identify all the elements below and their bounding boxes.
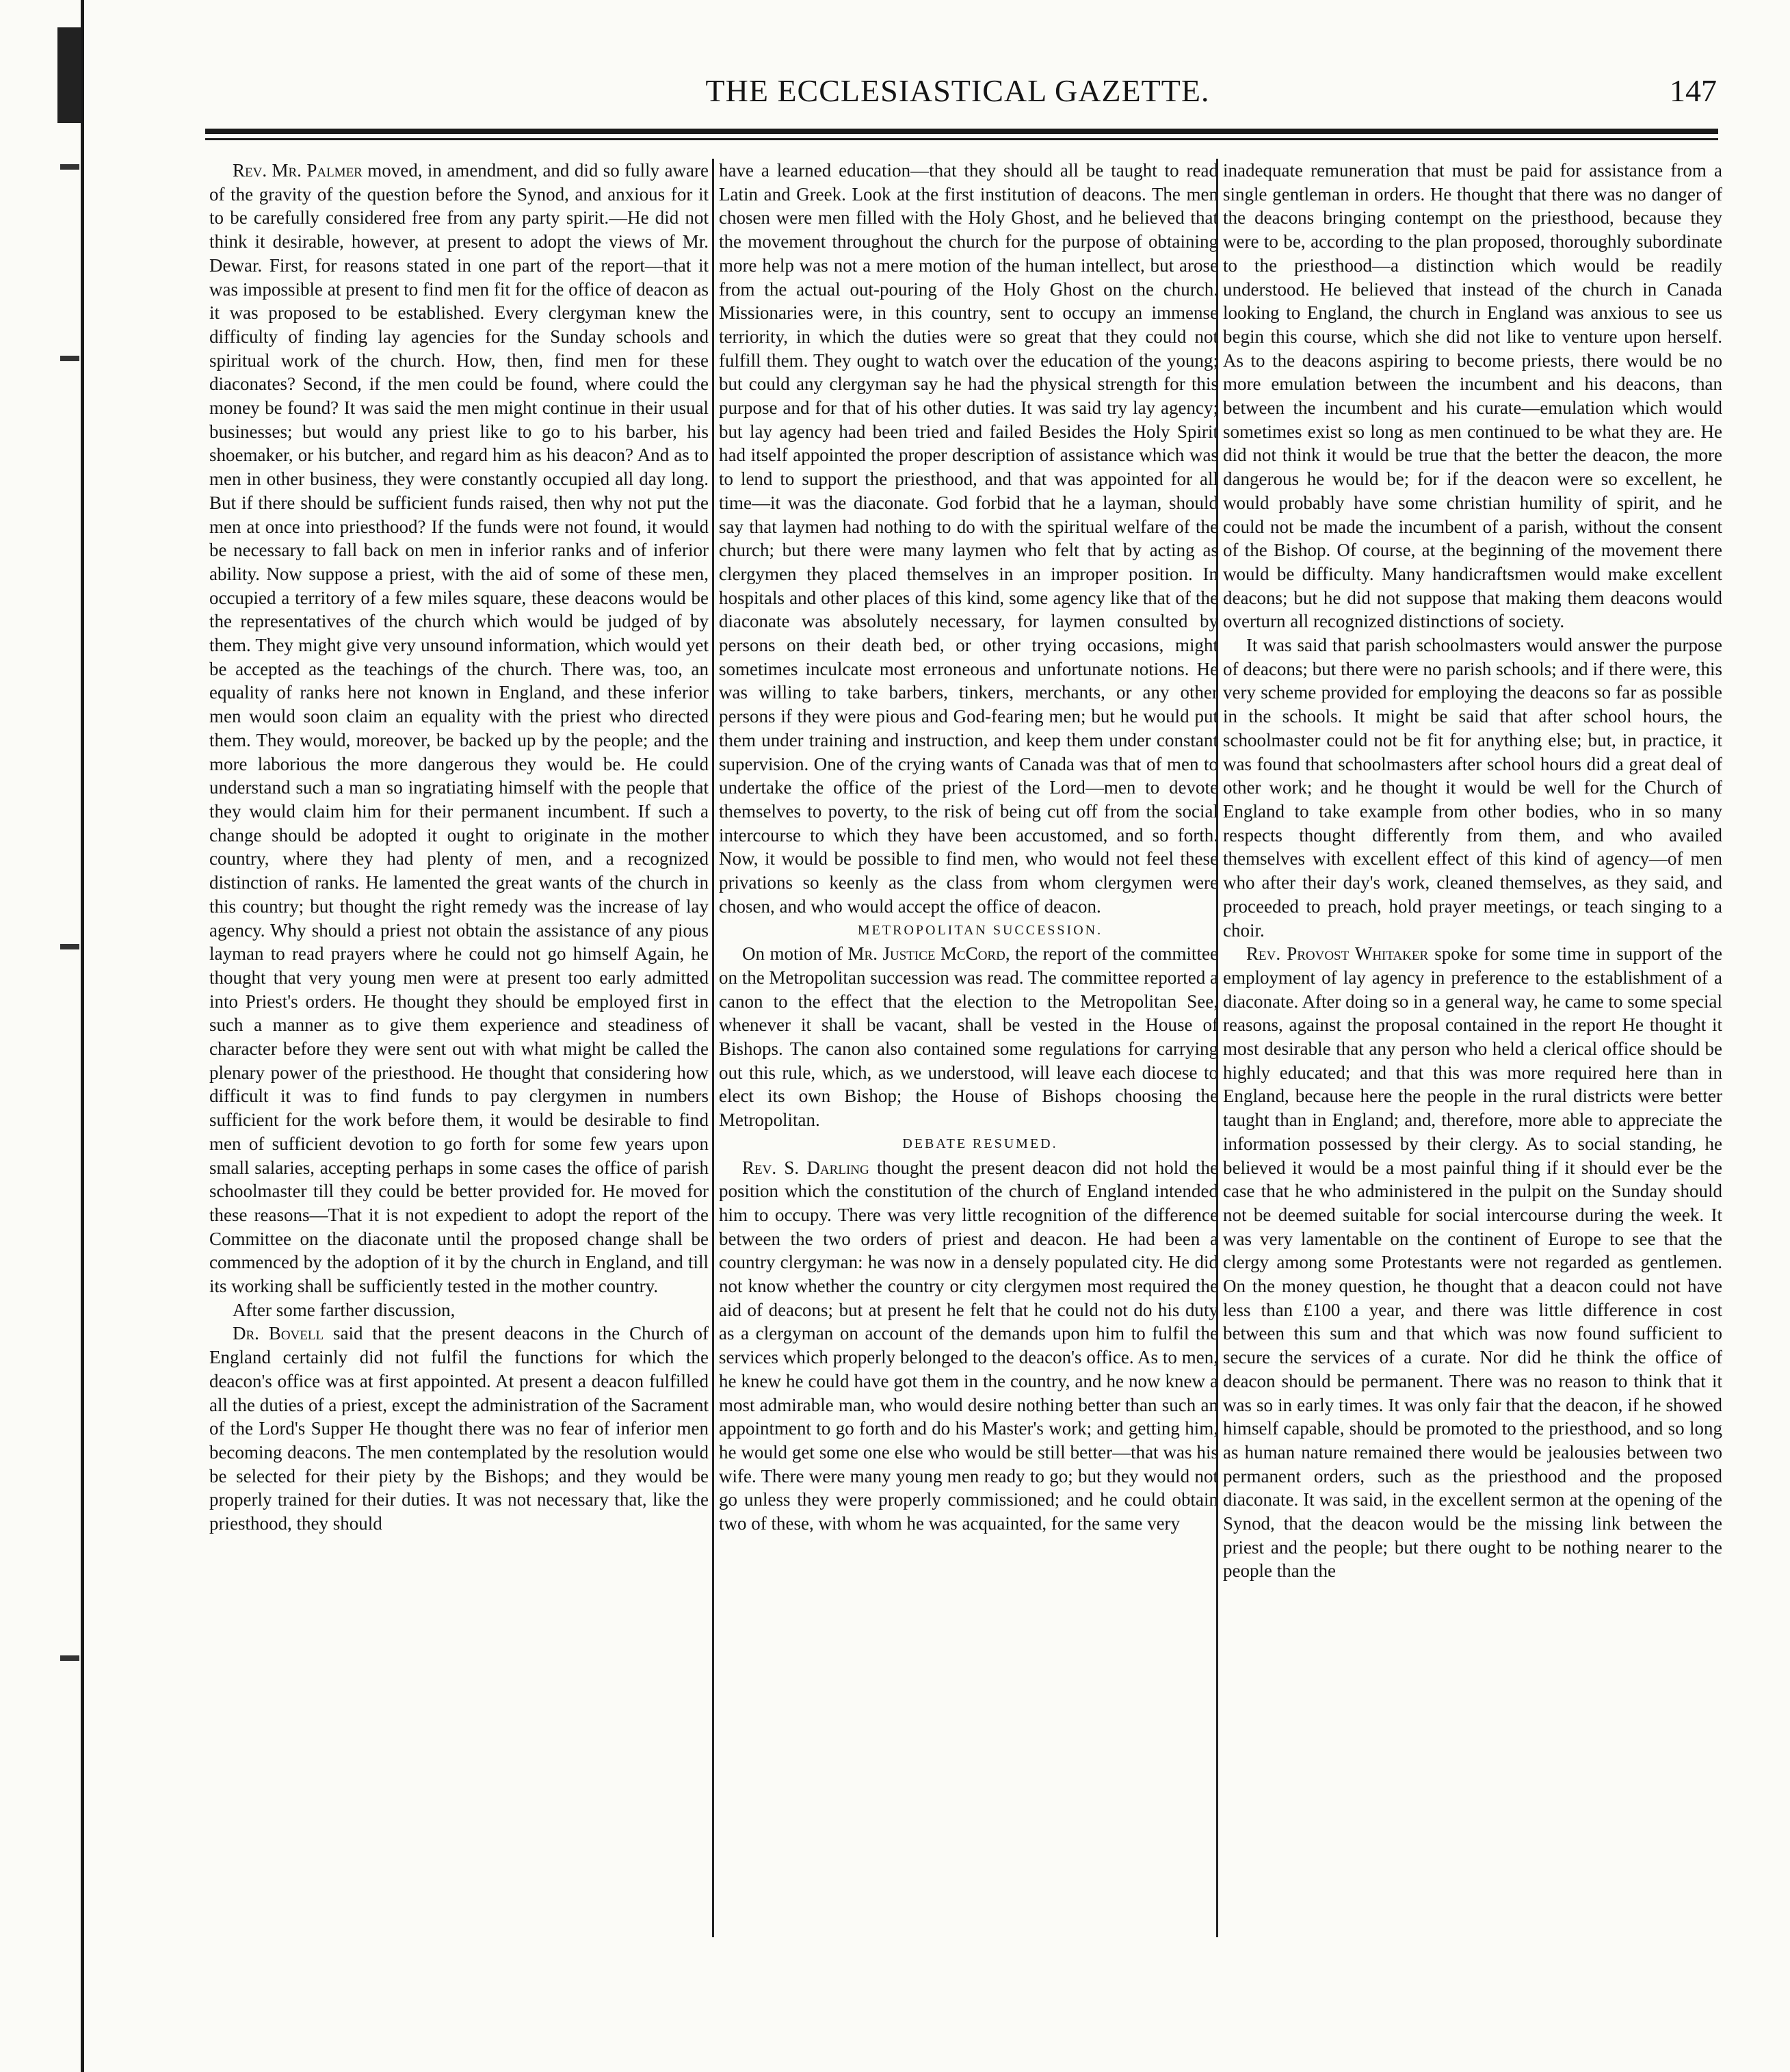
paragraph-text: moved, in amendment, and did so fully aware of the gravity of the question before the Synod, and anxious for it to be carefully considered free from any party spirit.—He did not think it desirable, however, at present to adopt the views of Mr. Dewar. First, for reasons stated in one part of the report—that it was impossible at present to find men fit for the office of deacon as it was proposed to be established. Every clergyman knew the difficulty of finding lay agencies for the Sunday schools and spiritual work of the church. How, then, find men for these diaconates? Second, if the men could be found, where could the money be found? It was said the men might continue in their usual businesses; but would any priest like to go to his barber, his shoemaker, or his butcher, and regard him as his deacon? And as to men in other business, they were constantly occupied all day long. But if there should be sufficient funds raised, then why not put the men at once into priesthood? If the funds were not found, it would be necessary to fall back on men in inferior ranks and of inferior ability. Now suppose a priest, with the aid of some of these men, occupied a territory of a few miles square, these deacons would be the representatives of the church which would be judged of by them. They might give very unsound information, which would yet be accepted as the teachings of the church. There was, too, an equality of ranks here not known in England, and these inferior men would soon claim an equality with the priest who directed them. They would, moreover, be backed up by the people; and the more laborious the more dangerous they would be. He could understand such a man so ingratiating himself with the people that they would claim him for their permanent incumbent. If such a change should be adopted it ought to originate in the mother country, where they had plenty of men, and a recognized distinction of ranks. He lamented the great wants of the church in this country; but thought the right remedy was the increase of lay agency. Why should a priest not obtain the assistance of any pious layman to read prayers where he could not go himself Again, he thought that very young men were at present too early admitted into Priest's orders. He thought they should be employed first in such a manner as to give them experience and steadiness of character before they were sent out with what might be called the plenary power of the priesthood. He thought that considering how difficult it was to find funds to pay clergymen in numbers sufficient for the work before them, it would be desirable to find men of sufficient devotion to go forth for some few years upon small salaries, accepting perhaps in some cases the office of parish schoolmaster till they could be better provided for. He moved for these reasons—That it is not expedient to adopt the report of the Committee on the diaconate until the proposed change shall be commenced by the adoption of it by the church in England, and till its working shall be sufficiently tested in the mother country. xyxy=(209,160,709,1297)
header-rule-thin xyxy=(205,138,1718,140)
speaker-name: Mr. Justice McCord xyxy=(847,943,1005,965)
column-2 xyxy=(719,159,1218,1896)
paragraph-palmer xyxy=(209,159,709,1298)
page-title: THE ECCLESIASTICAL GAZETTE. xyxy=(705,73,1210,108)
paragraph-schoolmasters: It was said that parish schoolmasters would answer the purpose of deacons; but there were no parish schools; and if there were, this very scheme provided for employing the deacons so far as possible in the schools. It might be said that after school hours, the schoolmaster could not be fit for anything else; but, in practice, it was found that schoolmasters after school hours did a great deal of other work; and he thought it would be well for the Church of England to take example from other bodies, who in so many respects thought differently from them, and who availed themselves with excellent effect of this kind of agency—of men who after their day's work, cleaned themselves, as they said, and proceeded to preach, hold prayer meetings, or teach singing to a choir. xyxy=(1223,635,1722,941)
speaker-name: Rev. Mr. Palmer xyxy=(233,160,363,181)
page-header xyxy=(205,73,1717,114)
paragraph-darling xyxy=(719,1156,1218,1536)
section-heading-debate: DEBATE RESUMED. xyxy=(902,1136,1058,1151)
speaker-name: Rev. Provost Whitaker xyxy=(1246,943,1429,965)
paragraph-bovell xyxy=(209,1322,709,1535)
paragraph-bovell-continued: have a learned education—that they should all be taught to read Latin and Greek. Look at the first institution of deacons. The men chosen were men filled with the Holy Ghost, and he believed that the movement throughout the church for the purpose of obtaining more help was not a mere motion of the human intellect, but arose from the actual out-pouring of the Holy Ghost on the church. Missionaries were, in this country, sent to occupy an immense terriority, in which the duties were so great that they could not fulfill them. They ought to watch over the education of the young; but could any clergyman say he had the physical strength for this purpose and for that of his other duties. It was said try lay agency; but lay agency had been tried and failed Besides the Holy Spirit had itself appointed the proper description of assistance which was to lend to support the priesthood, and that was appointed for all time—it was the diaconate. God forbid that he a layman, should say that laymen had nothing to do with the spiritual welfare of the church; but there were many laymen who felt that by acting as clergymen they placed themselves in an improper position. In hospitals and other places of this kind, some agency like that of the diaconate was absolutely necessary, for laymen consulted by persons on their death bed, or other trying occasions, might sometimes inculcate most erroneous and unfortunate notions. He was willing to take barbers, tinkers, merchants, or any other persons if they were pious and God-fearing men; but he would put them under training and instruction, and keep them under constant supervision. One of the crying wants of Canada was that of men to undertake the office of the priest of the Lord—men to devote themselves to poverty, to the risk of being cut off from the social intercourse to which they have been accustomed, and so forth. Now, it would be possible to find men, who would not feel these privations so keenly as the class from whom clergymen were chosen, and who would accept the office of deacon. xyxy=(719,160,1218,917)
paragraph-darling-continued: inadequate remuneration that must be paid for assistance from a single gentleman in orders. He thought that there was no danger of the deacons bringing contempt on the priesthood, because they were to be, according to the plan proposed, thoroughly subordinate to the priesthood—a distinction which would be readily understood. He believed that instead of the church in Canada looking to England, the church in England was anxious to see us begin this course, which she did not like to venture upon herself. As to the deacons aspiring to become priests, there would be no more emulation between the incumbent and his deacons, than between the incumbent and his curate—emulation which would sometimes exist so long as men continued to be what they are. He did not think it would be true that the better the deacon, the more dangerous he would be; for if the deacon were so excellent, he would probably have some christian humility of spirit, and he could not be made the incumbent of a parish, without the consent of the Bishop. Of course, at the beginning of the movement there would be difficulty. Many handicraftsmen would make excellent deacons; but he did not suppose that making them deacons would overturn all recognized distinctions of society. xyxy=(1223,160,1722,632)
paragraph-text: thought the present deacon did not hold the position which the constitution of the church of England intended him to occupy. There was very little recognition of the difference between the two orders of priest and deacon. He had been a country clergyman: he was now in a densely populated city. He did not know whether the country or city clergymen most required the aid of deacons; but at present he felt that he could not do his duty as a clergyman on account of the demands upon him to fulfil the services which properly belonged to the deacon's office. As to men, he knew he could have got them in the country, and he now knew a most admirable man, who would desire nothing better than such an appointment to go forth and do his Master's work; and getting him, he would get some one else who would be still better—that was his wife. There were many young men ready to go; but they would not go unless they were properly commissioned; and he could obtain two of these, with whom he was acquainted, for the same very xyxy=(719,1157,1218,1534)
binding-edge xyxy=(57,0,83,2072)
page-number: 147 xyxy=(1670,73,1717,108)
paragraph-text: spoke for some time in support of the employment of lay agency in preference to the establishment of a diaconate. After doing so in a general way, he came to some special reasons, against the proposal contained in the report He thought it most desirable that any person who held a clerical office should be highly educated; and that this was more required here than in England, because here the people in the rural districts were better taught than in England; and, therefore, more able to appreciate the information possessed by their clergy. As to social standing, he believed it would be a most painful thing if it should ever be the case that he who administered in the pulpit on the Sunday should not be deemed suitable for social intercourse during the week. It was very lamentable on the continent of Europe to see that the clergy among some Protestants were not regarded as gentlemen. On the money question, he thought that a deacon could not have less than £100 a year, and there was little difference in cost between this sum and that which was now found sufficient to secure the services of a curate. Nor did he think the office of deacon should be permanent. There was no reason to think that it was so in early times. It was only fair that the deacon, if he showed himself capable, should be promoted to the priesthood, and so long as human nature remained there would be jealousies between two permanent orders, such as the priesthood and the proposed diaconate. It was said, in the excellent sermon at the opening of the Synod, that the deacon would be the missing link between the priest and the people; but there ought to be nothing nearer to the people than the xyxy=(1223,943,1722,1582)
paragraph-text: , the report of the committee on the Metropolitan succession was read. The committee reported a canon to the effect that the election to the Metropolitan See, whenever it shall be vacant, shall be vested in the House of Bishops. The canon also contained some regulations for carrying out this rule, which, as we understood, will leave each diocese to elect its own Bishop; the House of Bishops choosing the Metropolitan. xyxy=(719,943,1218,1131)
paragraph-whitaker xyxy=(1223,942,1722,1583)
paragraph-lead: On motion of xyxy=(742,943,843,965)
paragraph-mccord xyxy=(719,942,1218,1132)
column-divider-1 xyxy=(712,159,714,1937)
column-1 xyxy=(209,159,709,1896)
paragraph-discussion: After some farther discussion, xyxy=(233,1299,456,1320)
section-heading-metropolitan: METROPOLITAN SUCCESSION. xyxy=(857,922,1103,938)
speaker-name: Dr. Bovell xyxy=(233,1323,324,1344)
column-3 xyxy=(1223,159,1722,1896)
paragraph-text: said that the present deacons in the Church of England certainly did not fulfil the functions for which the deacon's office was at first appointed. At present a deacon fulfilled all the duties of a priest, except the administration of the Sacrament of the Lord's Supper He thought there was no fear of inferior men becoming deacons. The men contemplated by the resolution would be selected for their piety by the Bishops; and they would be properly trained for their duties. It was not necessary that, like the priesthood, they should xyxy=(209,1323,709,1534)
header-rule-thick xyxy=(205,129,1718,134)
speaker-name: Rev. S. Darling xyxy=(742,1157,869,1178)
